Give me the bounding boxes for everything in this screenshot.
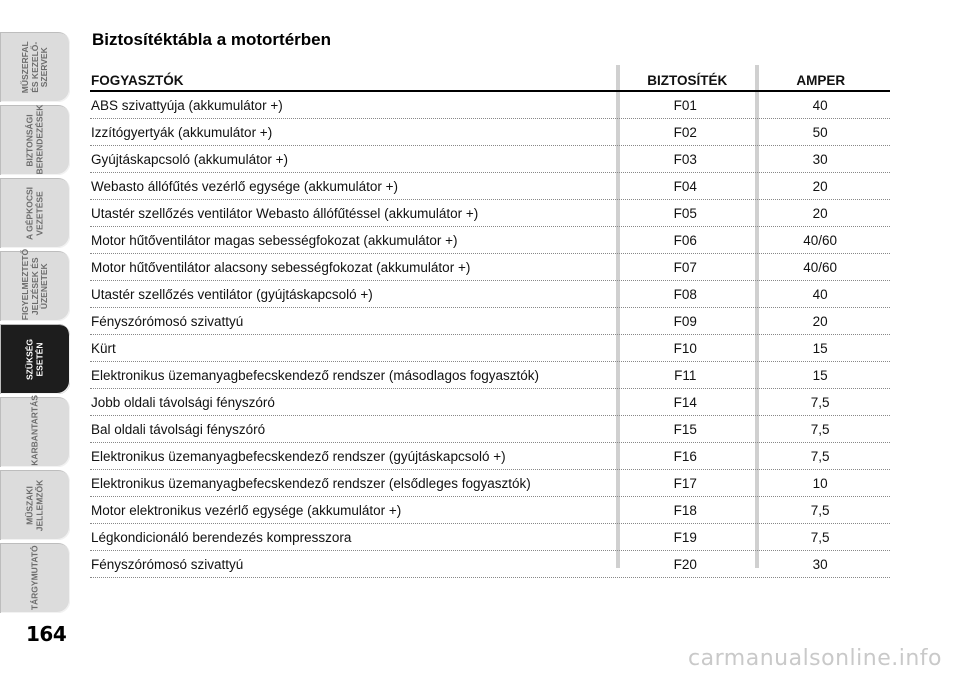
fuse-ampere: 7,5 [810, 529, 830, 545]
fuse-id: F16 [673, 448, 697, 464]
fuse-id: F20 [673, 556, 697, 572]
fuse-id: F07 [673, 259, 697, 275]
fuse-id: F17 [673, 475, 697, 491]
fuse-consumer: Utastér szellőzés ventilátor (gyújtáskapcsoló +) [91, 286, 373, 302]
fuse-consumer: Fényszórómosó szivattyú [91, 556, 244, 572]
table-header [90, 66, 890, 92]
fuse-id: F19 [673, 529, 697, 545]
table-row [90, 416, 890, 443]
fuse-id: F06 [673, 232, 697, 248]
fuse-ampere: 15 [812, 340, 828, 356]
table-row [90, 92, 890, 119]
table-row [90, 200, 890, 227]
fuse-consumer: Izzítógyertyák (akkumulátor +) [91, 124, 273, 140]
fuse-consumer: Kürt [91, 340, 116, 356]
tab-label: A GÉPKOCSI VEZETÉSE [24, 186, 44, 240]
fuse-id: F03 [673, 151, 697, 167]
table-row [90, 308, 890, 335]
table-row [90, 173, 890, 200]
fuse-ampere: 7,5 [810, 394, 830, 410]
fuse-id: F10 [673, 340, 697, 356]
fuse-ampere: 30 [812, 151, 828, 167]
header-fuse: BIZTOSÍTÉK [647, 73, 728, 88]
fuse-consumer: Elektronikus üzemanyagbefecskendező rendszer (másodlagos fogyasztók) [91, 367, 539, 383]
fuse-consumer: Elektronikus üzemanyagbefecskendező rendszer (gyújtáskapcsoló +) [91, 448, 506, 464]
fuse-ampere: 7,5 [810, 448, 830, 464]
table-row [90, 335, 890, 362]
fuse-ampere: 40/60 [803, 232, 837, 248]
tab-label: MŰSZAKI JELLEMZŐK [24, 479, 44, 531]
fuse-consumer: Elektronikus üzemanyagbefecskendező rendszer (elsődleges fogyasztók) [91, 475, 531, 491]
table-body [90, 92, 890, 578]
tab-muszerfal[interactable] [0, 32, 70, 102]
tab-gepkocsi-vezetese[interactable] [0, 178, 70, 248]
table-row [90, 524, 890, 551]
tab-targymutato[interactable] [0, 543, 70, 613]
table-row [90, 551, 890, 578]
fuse-consumer: Motor hűtőventilátor alacsony sebességfokozat (akkumulátor +) [91, 259, 471, 275]
table-row [90, 443, 890, 470]
fuse-ampere: 50 [812, 124, 828, 140]
tab-figyelmezteto[interactable] [0, 248, 70, 321]
fuse-consumer: Jobb oldali távolsági fényszóró [91, 394, 275, 410]
fuse-ampere: 10 [812, 475, 828, 491]
fuse-consumer: Fényszórómosó szivattyú [91, 313, 244, 329]
fuse-id: F02 [673, 124, 697, 140]
header-consumers: FOGYASZTÓK [91, 73, 184, 88]
watermark: carmanualsonline.info [688, 646, 942, 671]
fuse-consumer: Motor hűtőventilátor magas sebességfokozat (akkumulátor +) [91, 232, 458, 248]
table-row [90, 470, 890, 497]
tab-label: FIGYELMEZTETŐ JELZÉSEK ÉS ÜZENETEK [19, 248, 49, 320]
table-row [90, 281, 890, 308]
table-row [90, 362, 890, 389]
fuse-id: F01 [673, 97, 697, 113]
fuse-ampere: 40 [812, 286, 828, 302]
chapter-tabs [0, 32, 70, 616]
fuse-id: F15 [673, 421, 697, 437]
fuse-ampere: 30 [812, 556, 828, 572]
tab-label: KARBANTARTÁS [29, 395, 40, 466]
tab-biztonsagi[interactable] [0, 105, 70, 175]
fuse-table [90, 66, 890, 578]
page-number: 164 [26, 622, 67, 646]
fuse-id: F11 [674, 367, 697, 383]
fuse-consumer: Webasto állófűtés vezérlő egysége (akkumulátor +) [91, 178, 399, 194]
fuse-id: F14 [673, 394, 697, 410]
table-row [90, 497, 890, 524]
fuse-consumer: Légkondicionáló berendezés kompresszora [91, 529, 352, 545]
fuse-ampere: 7,5 [810, 421, 830, 437]
tab-muszaki-jellemzok[interactable] [0, 470, 70, 540]
header-ampere: AMPER [796, 73, 846, 88]
fuse-ampere: 15 [812, 367, 828, 383]
fuse-ampere: 40/60 [803, 259, 837, 275]
table-row [90, 119, 890, 146]
fuse-id: F08 [673, 286, 697, 302]
fuse-id: F04 [673, 178, 697, 194]
fuse-id: F05 [673, 205, 697, 221]
fuse-id: F18 [673, 502, 697, 518]
table-row [90, 254, 890, 281]
fuse-consumer: Motor elektronikus vezérlő egysége (akkumulátor +) [91, 502, 402, 518]
fuse-ampere: 7,5 [810, 502, 830, 518]
tab-label: SZÜKSÉG ESETÉN [24, 338, 44, 380]
fuse-consumer: Bal oldali távolsági fényszóró [91, 421, 266, 437]
fuse-ampere: 20 [812, 178, 828, 194]
fuse-ampere: 20 [812, 313, 828, 329]
table-row [90, 146, 890, 173]
fuse-id: F09 [673, 313, 697, 329]
tab-szukseg-eseten[interactable] [0, 324, 70, 394]
fuse-ampere: 20 [812, 205, 828, 221]
fuse-consumer: Gyújtáskapcsoló (akkumulátor +) [91, 151, 288, 167]
table-row [90, 227, 890, 254]
fuse-consumer: ABS szivattyúja (akkumulátor +) [91, 97, 283, 113]
tab-label: BIZTONSÁGI BERENDEZÉSEK [24, 104, 44, 174]
table-row [90, 389, 890, 416]
tab-karbantartas[interactable] [0, 397, 70, 467]
fuse-ampere: 40 [812, 97, 828, 113]
fuse-consumer: Utastér szellőzés ventilátor Webasto állófűtéssel (akkumulátor +) [91, 205, 479, 221]
tab-label: MŰSZERFAL ÉS KEZELŐ- SZERVEK [19, 41, 49, 93]
page-title: Biztosítéktábla a motortérben [92, 30, 331, 49]
tab-label: TÁRGYMUTATÓ [29, 545, 40, 611]
